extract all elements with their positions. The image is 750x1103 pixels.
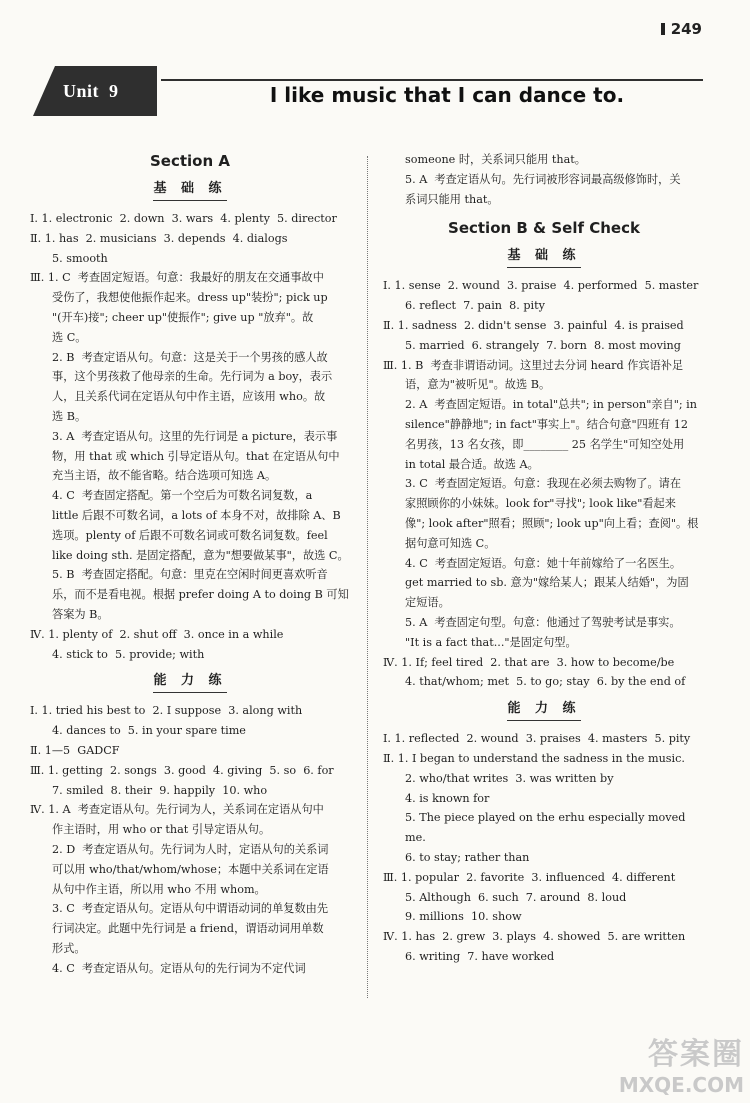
watermark xyxy=(619,1029,744,1097)
answer-line: 2. A 考查固定短语。in total"总共"; in person"亲自"; in xyxy=(405,398,697,412)
answer-line: 6. to stay; rather than xyxy=(405,850,530,864)
answer-line: Ⅳ. 1. plenty of 2. shut off 3. once in a while xyxy=(30,627,284,641)
answer-line: Ⅰ. 1. sense 2. wound 3. praise 4. performed 5. master xyxy=(383,279,699,293)
answer-line: someone 时，关系词只能用 that。 xyxy=(405,153,586,166)
watermark-url: MXQE.COM xyxy=(618,1073,744,1097)
answer-line: Ⅲ. 1. popular 2. favorite 3. influenced 4. different xyxy=(383,870,676,884)
column-divider xyxy=(367,156,368,998)
answer-line: 2. who/that writes 3. was written by xyxy=(405,771,614,785)
answer-line: 4. is known for xyxy=(405,791,490,805)
answer-line: 4. stick to 5. provide; with xyxy=(52,647,205,661)
answer-line: 形式。 xyxy=(52,941,86,955)
answer-line: 3. C 考查定语从句。定语从句中谓语动词的单复数由先 xyxy=(52,902,329,916)
ability-answers xyxy=(30,701,350,978)
answer-line: 据句意可知选 C。 xyxy=(405,536,496,550)
unit-title: I like music that I can dance to. xyxy=(269,83,625,107)
answer-line: 5. The piece played on the erhu especially moved me. xyxy=(405,811,689,845)
answer-line: 选 B。 xyxy=(52,409,87,423)
header-rule xyxy=(161,79,703,81)
answer-line: Ⅰ. 1. reflected 2. wound 3. praises 4. masters 5. pity xyxy=(383,732,691,746)
answer-line: Ⅲ. 1. B 考查非谓语动词。这里过去分词 heard 作宾语补足 xyxy=(383,358,684,372)
answer-line: 5. married 6. strangely 7. born 8. most moving xyxy=(405,338,681,352)
answer-line: Ⅱ. 1. I began to understand the sadness in the music. xyxy=(383,751,685,765)
answer-line: 4. C 考查固定短语。句意：她十年前嫁给了一名医生。 xyxy=(405,556,682,570)
basic-answers xyxy=(383,276,705,692)
answer-line: 可以用 who/that/whom/whose；本题中关系词在定语 xyxy=(52,862,329,876)
answer-line: 4. dances to 5. in your spare time xyxy=(52,724,246,738)
answer-line: 语，意为"被听见"。故选 B。 xyxy=(405,378,551,392)
basic-practice-title: 基 础 练 xyxy=(30,180,350,201)
answer-line: 2. D 考查定语从句。先行词为人时，定语从句的关系词 xyxy=(52,842,329,856)
basic-practice-title: 基 础 练 xyxy=(383,247,705,268)
unit-number: 9 xyxy=(109,81,119,101)
answer-line: 物，用 that 或 which 引导定语从句。that 在定语从句中 xyxy=(52,449,340,463)
answer-line: 名男孩，13 名女孩，即________ 25 名学生"可知空处用 xyxy=(405,437,685,451)
answer-line: "It is a fact that..."是固定句型。 xyxy=(405,635,577,649)
answer-line: 9. millions 10. show xyxy=(405,910,522,924)
answer-line: 4. C 考查固定搭配。第一个空后为可数名词复数，a xyxy=(52,489,313,503)
answer-line: 作主语时，用 who or that 引导定语从句。 xyxy=(52,823,271,837)
answer-line: 人，且关系代词在定语从句中作主语，应该用 who。故 xyxy=(52,390,326,404)
answer-line: little 后跟不可数名词，a lots of 本身不对，故排除 A、B xyxy=(52,508,341,522)
badge-notch xyxy=(33,66,55,116)
answer-line: 行词决定。此题中先行词是 a friend，谓语动词用单数 xyxy=(52,922,324,936)
answer-line: 定短语。 xyxy=(405,596,450,610)
answer-line: 系词只能用 that。 xyxy=(405,192,499,206)
answer-line: Ⅲ. 1. C 考查固定短语。句意：我最好的朋友在交通事故中 xyxy=(30,271,324,285)
answer-line: 5. Although 6. such 7. around 8. loud xyxy=(405,890,627,904)
answer-line: 从句中作主语，所以用 who 不用 whom。 xyxy=(52,882,266,896)
answer-line: 5. A 考查固定句型。句意：他通过了驾驶考试是事实。 xyxy=(405,615,681,629)
basic-answers xyxy=(30,209,350,664)
answer-line: 选 C。 xyxy=(52,330,87,344)
answer-line: get married to sb. 意为"嫁给某人；跟某人结婚"，为固 xyxy=(405,576,689,590)
answer-line: 受伤了，我想使他振作起来。dress up"装扮"; pick up xyxy=(52,291,328,305)
answer-line: Ⅱ. 1. sadness 2. didn't sense 3. painful 4. is praised xyxy=(383,318,684,332)
answer-line: 事，这个男孩救了他母亲的生命。先行词为 a boy，表示 xyxy=(52,370,333,384)
section-b-title: Section B & Self Check xyxy=(448,219,640,238)
answer-line: Ⅳ. 1. A 考查定语从句。先行词为人，关系词在定语从句中 xyxy=(30,803,324,817)
ability-practice-title: 能 力 练 xyxy=(30,672,350,693)
answer-line: Ⅲ. 1. getting 2. songs 3. good 4. giving 5. so 6. for xyxy=(30,763,334,777)
answer-line: 2. B 考查定语从句。句意：这是关于一个男孩的感人故 xyxy=(52,350,328,364)
answer-line: 6. writing 7. have worked xyxy=(405,949,555,963)
watermark-logo: 答案圈 xyxy=(648,1037,744,1072)
answer-line: 乐，而不是看电视。根据 prefer doing A to doing B 可知 xyxy=(52,588,349,602)
ability-practice-title: 能 力 练 xyxy=(383,700,705,721)
unit-label: Unit xyxy=(63,81,100,101)
answer-line: 4. C 考查定语从句。定语从句的先行词为不定代词 xyxy=(52,961,306,975)
answer-line: 7. smiled 8. their 9. happily 10. who xyxy=(52,783,268,797)
answer-line: 像"; look after"照看；照顾"; look up"向上看；查阅"。根 xyxy=(405,516,699,530)
answer-line: 选项。plenty of 后跟不可数名词或可数名词复数。feel xyxy=(52,528,328,542)
answer-line: Ⅳ. 1. If; feel tired 2. that are 3. how to become/be xyxy=(383,655,675,669)
right-column xyxy=(383,150,705,967)
answer-line: 3. A 考查定语从句。这里的先行词是 a picture，表示事 xyxy=(52,429,338,443)
answer-line: like doing sth. 是固定搭配，意为"想要做某事"，故选 C。 xyxy=(52,548,349,562)
answer-line: 5. B 考查固定搭配。句意：里克在空闲时间更喜欢听音 xyxy=(52,568,328,582)
answer-line: 答案为 B。 xyxy=(52,607,109,621)
answer-line: Ⅳ. 1. has 2. grew 3. plays 4. showed 5. are written xyxy=(383,930,686,944)
answer-line: 5. A 考查定语从句。先行词被形容词最高级修饰时，关 xyxy=(405,172,681,186)
page-number: 249 xyxy=(661,20,702,38)
ability-answers xyxy=(383,729,705,967)
continued-answers xyxy=(383,150,705,209)
answer-line: 5. smooth xyxy=(52,251,108,265)
answer-line: Ⅰ. 1. electronic 2. down 3. wars 4. plenty 5. director xyxy=(30,212,337,225)
answer-line: silence"静静地"; in fact"事实上"。结合句意"四班有 12 xyxy=(405,417,688,431)
answer-line: 3. C 考查固定短语。句意：我现在必须去购物了。请在 xyxy=(405,477,682,491)
answer-line: 充当主语，故不能省略。结合选项可知选 A。 xyxy=(52,469,277,483)
answer-line: 家照顾你的小妹妹。look for"寻找"; look like"看起来 xyxy=(405,497,676,511)
answer-line: Ⅱ. 1. has 2. musicians 3. depends 4. dialogs xyxy=(30,231,288,245)
unit-header xyxy=(33,66,703,116)
answer-line: "(开车)接"; cheer up"使振作"; give up "放弃"。故 xyxy=(52,310,314,324)
answer-line: Ⅰ. 1. tried his best to 2. I suppose 3. along with xyxy=(30,704,303,718)
left-column xyxy=(30,150,350,978)
section-a-title: Section A xyxy=(150,152,230,170)
answer-line: 6. reflect 7. pain 8. pity xyxy=(405,299,545,313)
answer-line: in total 最合适。故选 A。 xyxy=(405,457,539,471)
answer-line: 4. that/whom; met 5. to go; stay 6. by the end of xyxy=(405,675,686,689)
answer-line: Ⅱ. 1—5 GADCF xyxy=(30,743,120,757)
